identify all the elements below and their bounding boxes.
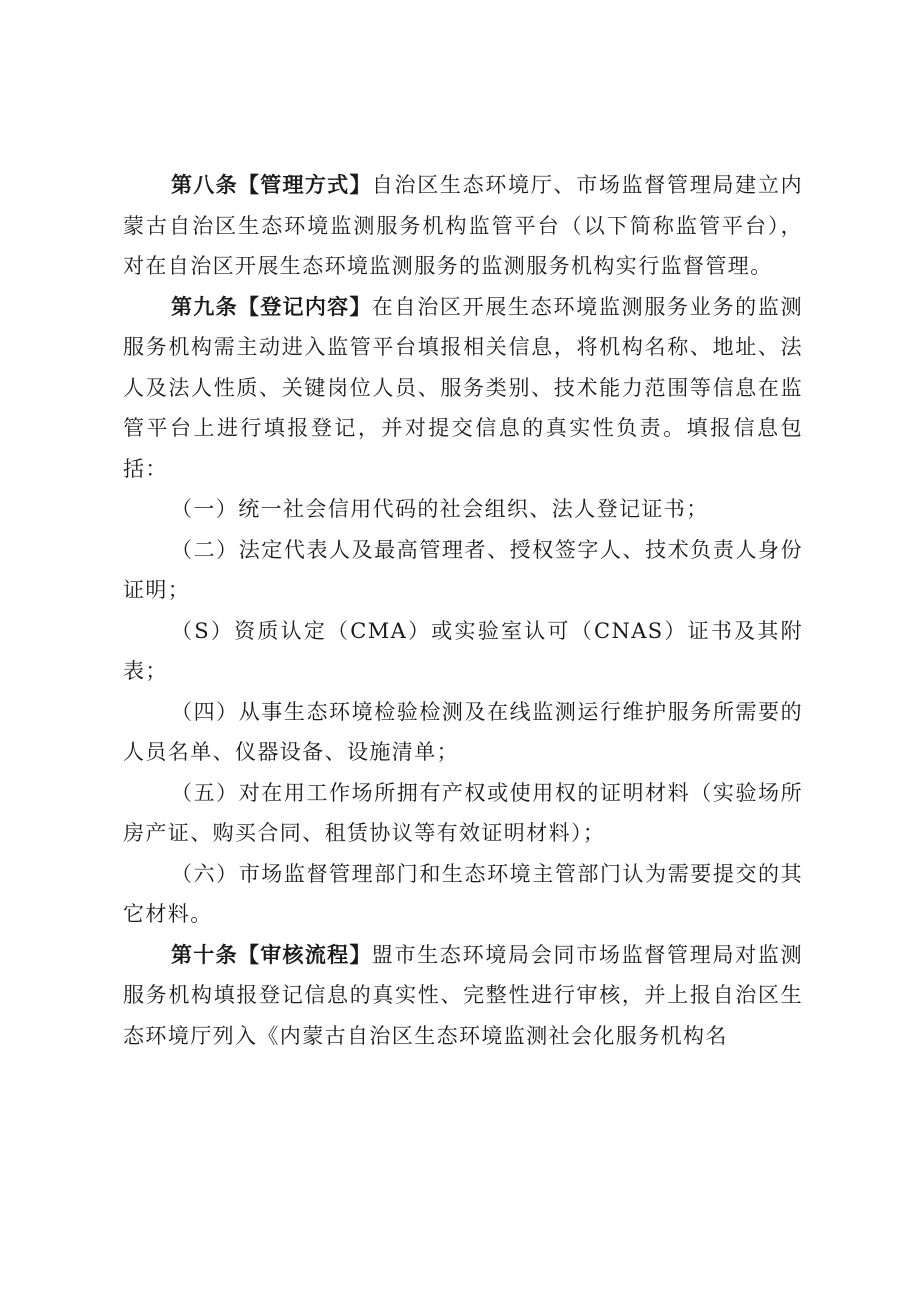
document-page: [123, 165, 803, 1056]
article-8-body: 自治区生态环境厅、市场监督管理局建立内蒙古自治区生态环境监测服务机构监管平台（以下简称监管平台），对在自治区开展生态环境监测服务的监测服务机构实行监督管理。: [123, 173, 803, 278]
article-10-body: 盟市生态环境局会同市场监督管理局对监测服务机构填报登记信息的真实性、完整性进行审核，并上报自治区生态环境厅列入《内蒙古自治区生态环境监测社会化服务机构名: [123, 942, 803, 1048]
article-9-heading: 第九条【登记内容】: [171, 294, 372, 319]
article-9: [123, 287, 803, 490]
article-9-body: 在自治区开展生态环境监测服务业务的监测服务机构需主动进入监管平台填报相关信息，将机构名称、地址、法人及法人性质、关键岗位人员、服务类别、技术能力范围等信息在监管平台上进行填报登记，并对提交信息的真实性负责。填报信息包括：: [123, 294, 803, 481]
article-8-heading: 第八条【管理方式】: [171, 173, 372, 197]
article-10-heading: 第十条【审核流程】: [171, 942, 372, 967]
article-9-item-1: （一）统一社会信用代码的社会组织、法人登记证书；: [171, 497, 709, 521]
article-10: [123, 935, 803, 1057]
article-9-item-3: （S）资质认定（CMA）或实验室认可（CNAS）证书及其附表；: [123, 618, 803, 683]
article-9-item-5: （五）对在用工作场所拥有产权或使用权的证明材料（实验场所房产证、购买合同、租赁协议等有效证明材料）；: [123, 780, 803, 845]
article-9-item-6: （六）市场监督管理部门和生态环境主管部门认为需要提交的其它材料。: [123, 861, 803, 926]
article-9-item-2: （二）法定代表人及最高管理者、授权签字人、技术负责人身份证明；: [123, 537, 803, 602]
article-9-item-4: （四）从事生态环境检验检测及在线监测运行维护服务所需要的人员名单、仪器设备、设施清单；: [123, 699, 803, 764]
article-8: [123, 165, 803, 287]
